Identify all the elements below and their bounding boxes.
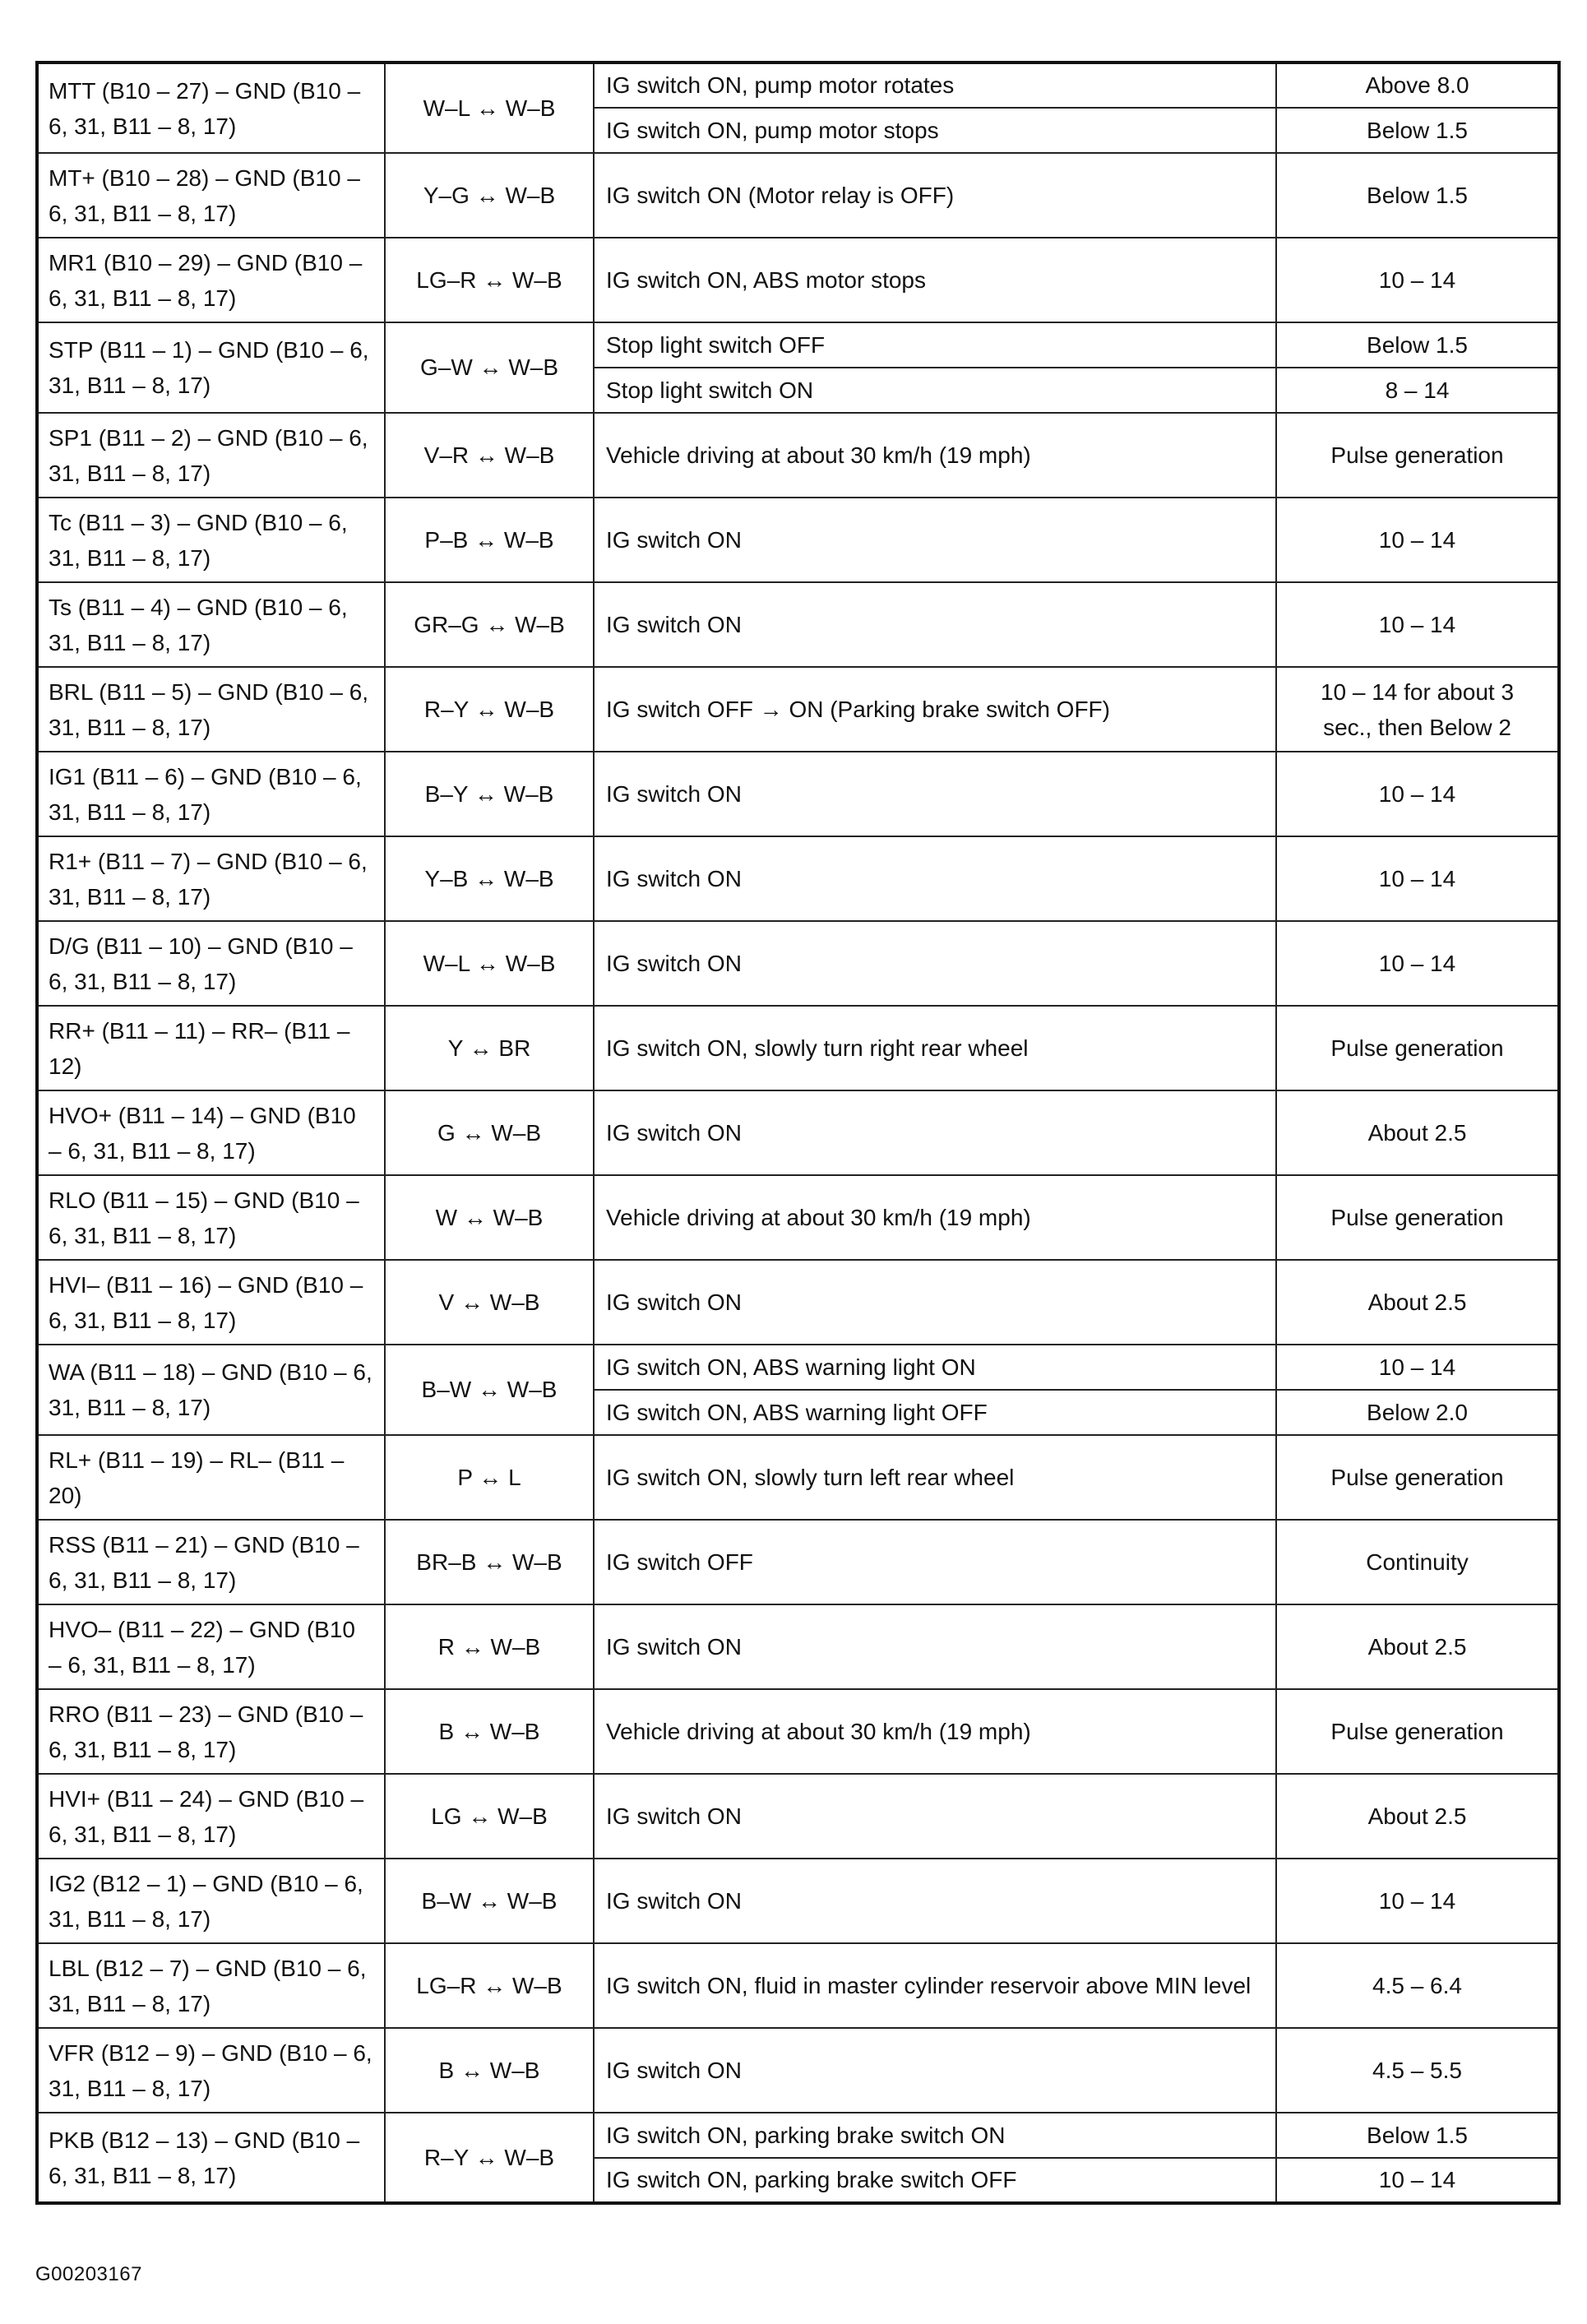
wiring-color-cell: B ↔ W–B — [385, 2028, 594, 2113]
table-row — [37, 1604, 1559, 1689]
wiring-color-cell: R–Y ↔ W–B — [385, 2113, 594, 2203]
specified-value-cell: 10 – 14 — [1276, 1345, 1559, 1390]
terminal-cell: R1+ (B11 – 7) – GND (B10 – 6, 31, B11 – 8, 17) — [37, 836, 385, 921]
table-row — [37, 921, 1559, 1006]
wiring-color-cell: B–Y ↔ W–B — [385, 752, 594, 836]
specified-value-cell: Pulse generation — [1276, 1175, 1559, 1260]
specified-value-cell: Above 8.0 — [1276, 62, 1559, 108]
specified-value-cell: Below 1.5 — [1276, 108, 1559, 153]
wiring-color-cell: BR–B ↔ W–B — [385, 1520, 594, 1604]
specified-value-cell: 10 – 14 — [1276, 238, 1559, 322]
terminal-cell: HVI– (B11 – 16) – GND (B10 – 6, 31, B11 – 8, 17) — [37, 1260, 385, 1345]
specified-value-cell: About 2.5 — [1276, 1604, 1559, 1689]
condition-cell: IG switch ON — [594, 1774, 1276, 1859]
condition-cell: IG switch ON, fluid in master cylinder reservoir above MIN level — [594, 1943, 1276, 2028]
table-row — [37, 62, 1559, 108]
condition-cell: IG switch ON — [594, 2028, 1276, 2113]
wiring-color-cell: V–R ↔ W–B — [385, 413, 594, 498]
condition-cell: IG switch ON, pump motor stops — [594, 108, 1276, 153]
terminal-cell: HVO– (B11 – 22) – GND (B10 – 6, 31, B11 – 8, 17) — [37, 1604, 385, 1689]
condition-cell: IG switch ON, ABS motor stops — [594, 238, 1276, 322]
wiring-color-cell: P ↔ L — [385, 1435, 594, 1520]
terminal-cell: RLO (B11 – 15) – GND (B10 – 6, 31, B11 – 8, 17) — [37, 1175, 385, 1260]
wiring-color-cell: B–W ↔ W–B — [385, 1859, 594, 1943]
terminal-cell: RSS (B11 – 21) – GND (B10 – 6, 31, B11 – 8, 17) — [37, 1520, 385, 1604]
terminal-cell: Tc (B11 – 3) – GND (B10 – 6, 31, B11 – 8, 17) — [37, 498, 385, 582]
wiring-color-cell: G ↔ W–B — [385, 1090, 594, 1175]
terminal-cell: PKB (B12 – 13) – GND (B10 – 6, 31, B11 – 8, 17) — [37, 2113, 385, 2203]
specified-value-cell: Below 1.5 — [1276, 2113, 1559, 2158]
terminal-cell: HVI+ (B11 – 24) – GND (B10 – 6, 31, B11 – 8, 17) — [37, 1774, 385, 1859]
terminal-cell: BRL (B11 – 5) – GND (B10 – 6, 31, B11 – 8, 17) — [37, 667, 385, 752]
condition-cell: IG switch ON, slowly turn right rear wheel — [594, 1006, 1276, 1090]
terminal-cell: SP1 (B11 – 2) – GND (B10 – 6, 31, B11 – 8, 17) — [37, 413, 385, 498]
table-row — [37, 1260, 1559, 1345]
specified-value-cell: 8 – 14 — [1276, 368, 1559, 413]
table-row — [37, 1345, 1559, 1390]
condition-cell: IG switch ON — [594, 921, 1276, 1006]
wiring-color-cell: R ↔ W–B — [385, 1604, 594, 1689]
table-row — [37, 1943, 1559, 2028]
condition-cell: IG switch ON, parking brake switch ON — [594, 2113, 1276, 2158]
terminal-cell: IG2 (B12 – 1) – GND (B10 – 6, 31, B11 – 8, 17) — [37, 1859, 385, 1943]
table-row — [37, 2113, 1559, 2158]
specified-value-cell: Pulse generation — [1276, 1435, 1559, 1520]
condition-cell: Stop light switch OFF — [594, 322, 1276, 368]
condition-cell: IG switch ON — [594, 1604, 1276, 1689]
condition-cell: Vehicle driving at about 30 km/h (19 mph) — [594, 1175, 1276, 1260]
wiring-color-cell: Y–B ↔ W–B — [385, 836, 594, 921]
terminal-cell: RRO (B11 – 23) – GND (B10 – 6, 31, B11 – 8, 17) — [37, 1689, 385, 1774]
table-row — [37, 1175, 1559, 1260]
terminal-cell: IG1 (B11 – 6) – GND (B10 – 6, 31, B11 – 8, 17) — [37, 752, 385, 836]
specified-value-cell: About 2.5 — [1276, 1090, 1559, 1175]
condition-cell: IG switch ON, parking brake switch OFF — [594, 2158, 1276, 2203]
wiring-color-cell: W–L ↔ W–B — [385, 62, 594, 153]
terminal-cell: LBL (B12 – 7) – GND (B10 – 6, 31, B11 – 8, 17) — [37, 1943, 385, 2028]
condition-cell: IG switch OFF — [594, 1520, 1276, 1604]
wiring-color-cell: W ↔ W–B — [385, 1175, 594, 1260]
wiring-color-cell: G–W ↔ W–B — [385, 322, 594, 413]
condition-cell: IG switch ON — [594, 498, 1276, 582]
table-row — [37, 1006, 1559, 1090]
specified-value-cell: 10 – 14 — [1276, 582, 1559, 667]
condition-cell: IG switch ON — [594, 1090, 1276, 1175]
specified-value-cell: Below 1.5 — [1276, 322, 1559, 368]
wiring-color-cell: R–Y ↔ W–B — [385, 667, 594, 752]
table-body — [37, 62, 1559, 2203]
specified-value-cell: Pulse generation — [1276, 1006, 1559, 1090]
condition-cell: IG switch ON — [594, 752, 1276, 836]
terminal-cell: RL+ (B11 – 19) – RL– (B11 – 20) — [37, 1435, 385, 1520]
wiring-color-cell: B–W ↔ W–B — [385, 1345, 594, 1435]
specified-value-cell: 10 – 14 — [1276, 921, 1559, 1006]
terminal-cell: MTT (B10 – 27) – GND (B10 – 6, 31, B11 – 8, 17) — [37, 62, 385, 153]
terminal-cell: HVO+ (B11 – 14) – GND (B10 – 6, 31, B11 – 8, 17) — [37, 1090, 385, 1175]
terminal-inspection-table — [35, 61, 1561, 2205]
specified-value-cell: Below 1.5 — [1276, 153, 1559, 238]
specified-value-cell: 4.5 – 5.5 — [1276, 2028, 1559, 2113]
table-row — [37, 2028, 1559, 2113]
specified-value-cell: Below 2.0 — [1276, 1390, 1559, 1435]
specified-value-cell: 4.5 – 6.4 — [1276, 1943, 1559, 2028]
condition-cell: Stop light switch ON — [594, 368, 1276, 413]
terminal-cell: Ts (B11 – 4) – GND (B10 – 6, 31, B11 – 8, 17) — [37, 582, 385, 667]
table-row — [37, 1689, 1559, 1774]
figure-code: G00203167 — [35, 2263, 142, 2285]
specified-value-cell: 10 – 14 — [1276, 836, 1559, 921]
wiring-color-cell: GR–G ↔ W–B — [385, 582, 594, 667]
wiring-color-cell: Y–G ↔ W–B — [385, 153, 594, 238]
table-row — [37, 1520, 1559, 1604]
condition-cell: IG switch OFF → ON (Parking brake switch OFF) — [594, 667, 1276, 752]
table-row — [37, 667, 1559, 752]
table-row — [37, 322, 1559, 368]
terminal-cell: MT+ (B10 – 28) – GND (B10 – 6, 31, B11 – 8, 17) — [37, 153, 385, 238]
terminal-cell: D/G (B11 – 10) – GND (B10 – 6, 31, B11 – 8, 17) — [37, 921, 385, 1006]
wiring-color-cell: LG–R ↔ W–B — [385, 1943, 594, 2028]
condition-cell: Vehicle driving at about 30 km/h (19 mph) — [594, 1689, 1276, 1774]
terminal-cell: STP (B11 – 1) – GND (B10 – 6, 31, B11 – 8, 17) — [37, 322, 385, 413]
specified-value-cell: 10 – 14 — [1276, 498, 1559, 582]
condition-cell: IG switch ON — [594, 1859, 1276, 1943]
wiring-color-cell: W–L ↔ W–B — [385, 921, 594, 1006]
wiring-color-cell: Y ↔ BR — [385, 1006, 594, 1090]
specified-value-cell: Continuity — [1276, 1520, 1559, 1604]
condition-cell: Vehicle driving at about 30 km/h (19 mph) — [594, 413, 1276, 498]
wiring-color-cell: P–B ↔ W–B — [385, 498, 594, 582]
table-row — [37, 1435, 1559, 1520]
condition-cell: IG switch ON — [594, 1260, 1276, 1345]
specified-value-cell: 10 – 14 — [1276, 2158, 1559, 2203]
wiring-color-cell: LG–R ↔ W–B — [385, 238, 594, 322]
terminal-cell: WA (B11 – 18) – GND (B10 – 6, 31, B11 – 8, 17) — [37, 1345, 385, 1435]
terminal-cell: MR1 (B10 – 29) – GND (B10 – 6, 31, B11 – 8, 17) — [37, 238, 385, 322]
table-row — [37, 752, 1559, 836]
condition-cell: IG switch ON — [594, 836, 1276, 921]
condition-cell: IG switch ON (Motor relay is OFF) — [594, 153, 1276, 238]
specified-value-cell: 10 – 14 — [1276, 752, 1559, 836]
table-row — [37, 1090, 1559, 1175]
specified-value-cell: 10 – 14 — [1276, 1859, 1559, 1943]
condition-cell: IG switch ON, ABS warning light OFF — [594, 1390, 1276, 1435]
condition-cell: IG switch ON — [594, 582, 1276, 667]
table-row — [37, 498, 1559, 582]
condition-cell: IG switch ON, ABS warning light ON — [594, 1345, 1276, 1390]
table-row — [37, 238, 1559, 322]
wiring-color-cell: B ↔ W–B — [385, 1689, 594, 1774]
wiring-color-cell: LG ↔ W–B — [385, 1774, 594, 1859]
specified-value-cell: About 2.5 — [1276, 1774, 1559, 1859]
terminal-cell: VFR (B12 – 9) – GND (B10 – 6, 31, B11 – 8, 17) — [37, 2028, 385, 2113]
specified-value-cell: About 2.5 — [1276, 1260, 1559, 1345]
condition-cell: IG switch ON, pump motor rotates — [594, 62, 1276, 108]
table-row — [37, 413, 1559, 498]
table-row — [37, 153, 1559, 238]
table-row — [37, 1859, 1559, 1943]
table-row — [37, 582, 1559, 667]
specified-value-cell: 10 – 14 for about 3 sec., then Below 2 — [1276, 667, 1559, 752]
table-row — [37, 836, 1559, 921]
specified-value-cell: Pulse generation — [1276, 1689, 1559, 1774]
condition-cell: IG switch ON, slowly turn left rear wheel — [594, 1435, 1276, 1520]
wiring-color-cell: V ↔ W–B — [385, 1260, 594, 1345]
table-row — [37, 1774, 1559, 1859]
specified-value-cell: Pulse generation — [1276, 413, 1559, 498]
terminal-cell: RR+ (B11 – 11) – RR– (B11 – 12) — [37, 1006, 385, 1090]
